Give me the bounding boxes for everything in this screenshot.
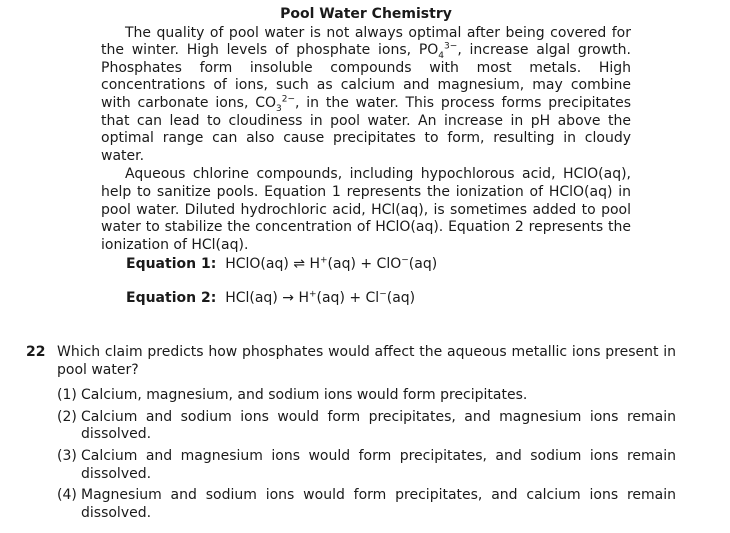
question-stem: Which claim predicts how phosphates would affect the aqueous metallic ions present in pool water?	[57, 344, 676, 378]
passage-paragraph-1	[101, 25, 631, 166]
equation-1-label: Equation 1:	[126, 256, 217, 272]
equation-1-h-charge: +	[319, 255, 328, 266]
option-number: (3)	[57, 447, 77, 464]
option-text: Calcium, magnesium, and sodium ions would form precipitates.	[81, 387, 528, 404]
answer-option-1[interactable]	[57, 387, 676, 405]
option-text: Magnesium and sodium ions would form precipitates, and calcium ions remain dissolved.	[81, 487, 676, 521]
answer-option-4[interactable]	[57, 487, 676, 522]
equation-1	[126, 256, 437, 274]
equilibrium-arrow-icon: ⇌	[293, 256, 305, 272]
question-number: 22	[26, 344, 46, 360]
equation-2-cl-charge: −	[379, 289, 387, 300]
reaction-arrow-icon: →	[282, 290, 294, 306]
equation-2-product-state: (aq) + Cl	[316, 290, 380, 306]
option-text: Calcium and sodium ions would form precipitates, and magnesium ions remain dissolved.	[81, 408, 676, 443]
equation-2-label: Equation 2:	[126, 290, 217, 306]
answer-option-2[interactable]	[57, 409, 676, 444]
option-text: Calcium and magnesium ions would form precipitates, and sodium ions remain dissolved.	[81, 447, 676, 482]
carbonate-subscript: 3	[276, 103, 282, 114]
passage-paragraph-2: Aqueous chlorine compounds, including hypochlorous acid, HClO(aq), help to sanitize pools. Equation 1 represents the ionization of HClO(aq) in pool water. Diluted hydrochloric acid, HCl(aq), is sometimes added to pool water to stabilize the concentration of HClO(aq). Equation 2 represents the ionization of HCl(aq).	[101, 166, 631, 253]
equation-2	[126, 290, 415, 308]
equation-1-reactant: HClO(aq)	[225, 256, 289, 272]
carbonate-charge: 2−	[281, 94, 296, 105]
paragraph-1-text-b: , increase algal growth. Phosphates form insoluble compounds with most metals. High concentrations of ions, such as calcium and magnesium, may combine with carbonate ions, CO	[101, 42, 631, 111]
paragraph-1-text-a: The quality of pool water is not always optimal after being covered for the winter. High levels of phosphate ions, PO	[101, 24, 631, 59]
equation-1-product-h: H	[309, 256, 320, 272]
equation-1-clo-charge: −	[401, 255, 409, 266]
equation-2-product-h: H	[298, 290, 309, 306]
answer-options	[57, 387, 676, 522]
paragraph-1-text-c: , in the water. This process forms precipitates that can lead to cloudiness in pool water. An increase in pH above the optimal range can also cause precipitates to form, resulting in cloudy water.	[101, 94, 631, 164]
option-number: (4)	[57, 487, 77, 504]
answer-option-3[interactable]	[57, 448, 676, 483]
equation-1-clo-state: (aq)	[408, 256, 438, 272]
phosphate-charge: 3−	[444, 41, 458, 52]
equation-2-reactant: HCl(aq)	[225, 290, 278, 306]
reading-passage	[101, 6, 631, 255]
equation-2-cl-state: (aq)	[386, 290, 416, 306]
option-number: (2)	[57, 408, 77, 425]
equation-1-product-state: (aq) + ClO	[327, 256, 402, 272]
phosphate-subscript: 4	[438, 50, 445, 61]
question-22	[26, 344, 676, 526]
equation-2-h-charge: +	[308, 289, 317, 300]
option-number: (1)	[57, 387, 77, 404]
passage-title: Pool Water Chemistry	[280, 6, 452, 22]
